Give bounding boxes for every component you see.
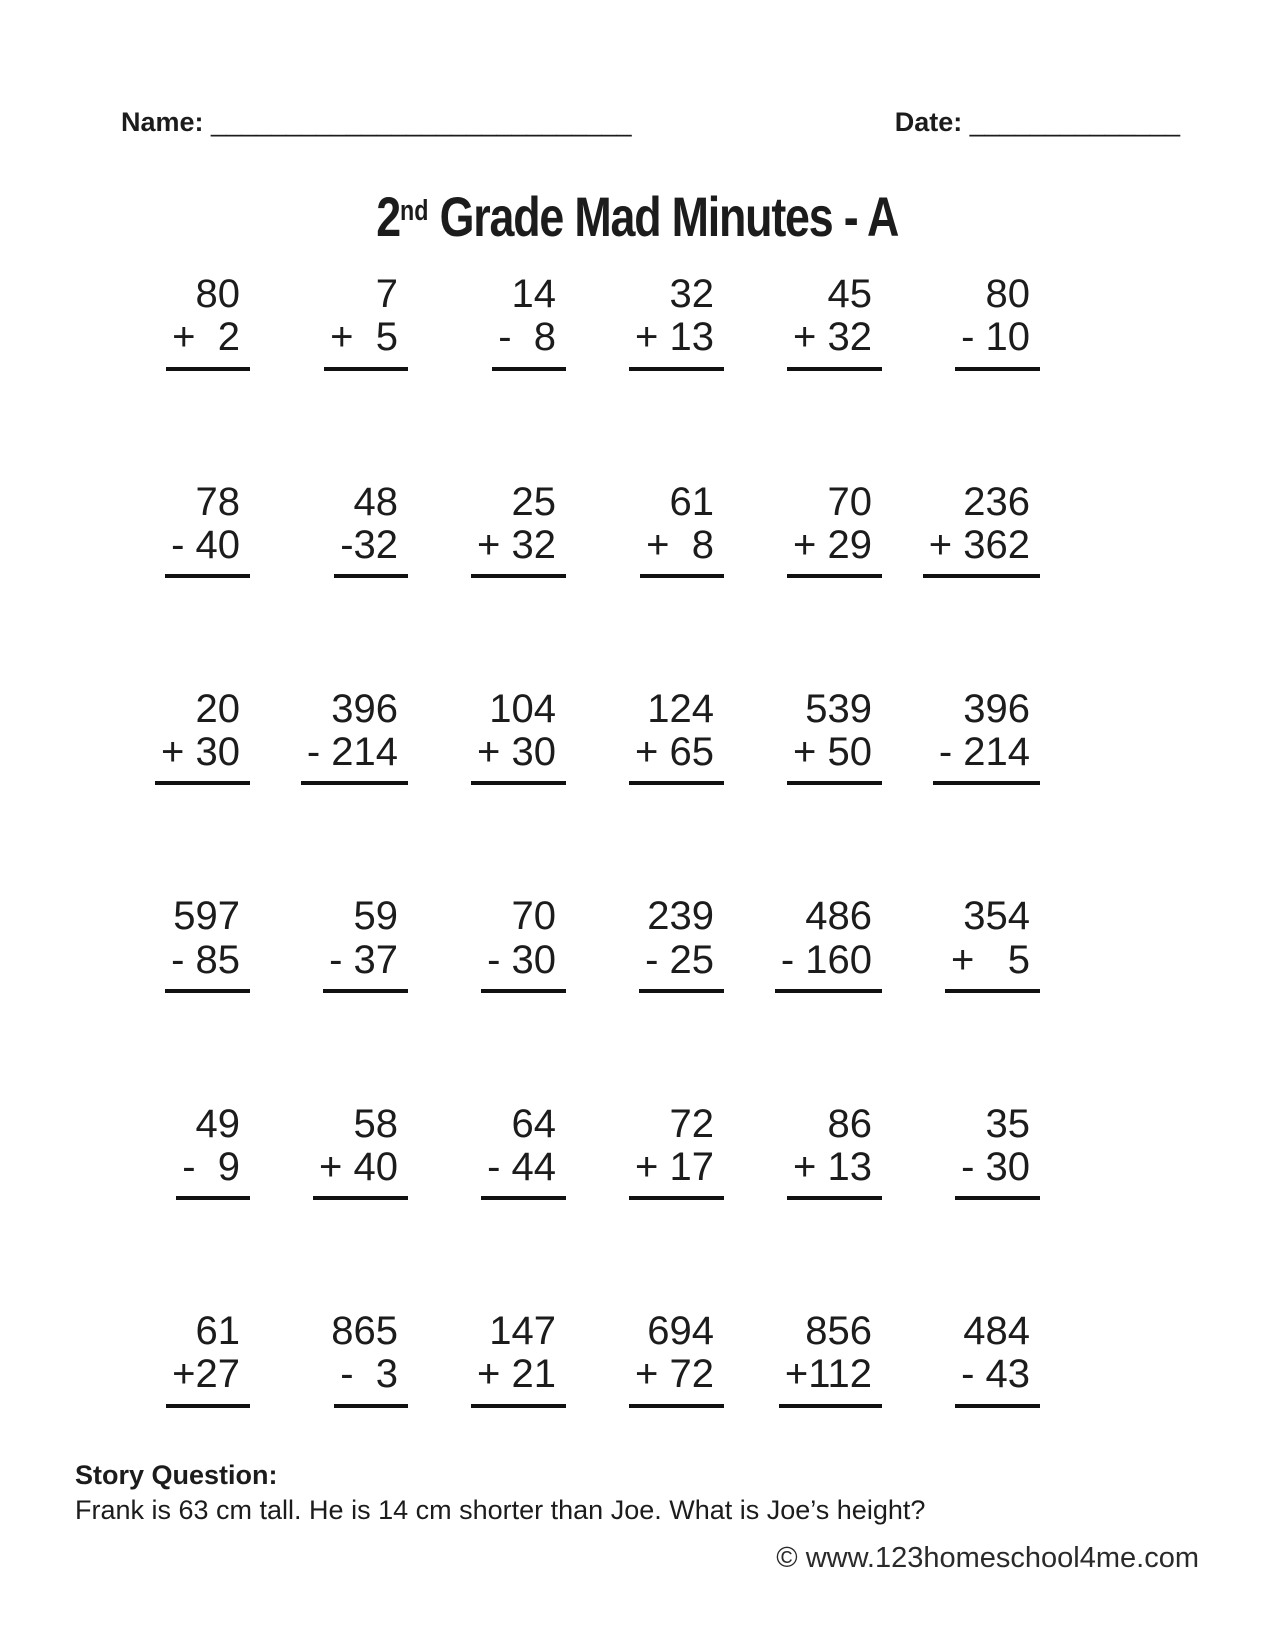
copyright-notice: © www.123homeschool4me.com [776,1542,1199,1574]
top-operand: 25 [511,479,556,524]
top-operand: 856 [805,1309,872,1354]
math-problem [779,1310,882,1407]
story-question-heading: Story Question: [75,1459,278,1490]
operator-operand: - 160 [775,939,882,993]
operator-operand: - 40 [165,524,250,578]
top-operand: 32 [669,272,714,317]
top-operand: 539 [805,687,872,732]
operator-operand: + 40 [313,1146,408,1200]
problems-grid [92,273,1275,1407]
top-operand: 484 [963,1309,1030,1354]
operator-operand: + 21 [471,1353,566,1407]
name-field [76,70,632,175]
top-operand: 7 [375,272,398,317]
math-problem [166,273,250,370]
math-problem [640,481,724,578]
top-operand: 694 [647,1309,714,1354]
operator-operand: + 30 [155,731,250,785]
math-problem [629,1310,724,1407]
top-operand: 865 [331,1309,398,1354]
top-operand: 61 [195,1309,240,1354]
operator-operand: + 72 [629,1353,724,1407]
math-problem [471,481,566,578]
operator-operand: + 32 [787,316,882,370]
operator-operand: +27 [166,1353,250,1407]
operator-operand: + 13 [787,1146,882,1200]
math-problem [165,481,250,578]
operator-operand: +112 [779,1353,882,1407]
math-problem [324,273,408,370]
operator-operand: - 9 [176,1146,250,1200]
math-problem [787,481,882,578]
operator-operand: + 29 [787,524,882,578]
operator-operand: + 17 [629,1146,724,1200]
math-problem [331,1310,408,1407]
top-operand: 70 [511,894,556,939]
top-operand: 45 [827,272,872,317]
operator-operand: + 32 [471,524,566,578]
math-problem [787,273,882,370]
math-problem [471,688,566,785]
top-operand: 78 [195,479,240,524]
math-problem [334,481,408,578]
math-problem [629,688,724,785]
math-problem [481,895,566,992]
math-problem [955,273,1040,370]
date-blank-line: ______________ [969,107,1180,138]
operator-operand: + 5 [324,316,408,370]
operator-operand: - 10 [955,316,1040,370]
top-operand: 104 [489,687,556,732]
operator-operand: - 37 [323,939,408,993]
operator-operand: - 25 [639,939,724,993]
math-problem [471,1310,566,1407]
math-problem [955,1310,1040,1407]
header [0,0,1275,175]
title-ordinal: nd [400,195,429,228]
story-question-text: Frank is 63 cm tall. He is 14 cm shorter than Joe. What is Joe’s height? [75,1495,926,1526]
math-problem [176,1103,250,1200]
top-operand: 86 [827,1101,872,1146]
operator-operand: + 30 [471,731,566,785]
math-problem [155,688,250,785]
top-operand: 396 [331,687,398,732]
operator-operand: + 8 [640,524,724,578]
math-problem [165,895,250,992]
math-problem [313,1103,408,1200]
date-label: Date: [894,107,970,138]
top-operand: 72 [669,1101,714,1146]
math-problem [787,688,882,785]
operator-operand: -32 [334,524,408,578]
operator-operand: + 2 [166,316,250,370]
top-operand: 35 [985,1101,1030,1146]
top-operand: 80 [985,272,1030,317]
name-label: Name: [121,107,212,138]
math-problem [166,1310,250,1407]
operator-operand: - 44 [481,1146,566,1200]
math-problem [933,688,1040,785]
math-problem [787,1103,882,1200]
math-problem [955,1103,1040,1200]
math-problem [323,895,408,992]
top-operand: 124 [647,687,714,732]
operator-operand: + 50 [787,731,882,785]
top-operand: 70 [827,479,872,524]
math-problem [481,1103,566,1200]
top-operand: 236 [963,479,1030,524]
top-operand: 59 [353,894,398,939]
top-operand: 58 [353,1101,398,1146]
math-problem [629,1103,724,1200]
top-operand: 486 [805,894,872,939]
top-operand: 147 [489,1309,556,1354]
top-operand: 396 [963,687,1030,732]
top-operand: 49 [195,1101,240,1146]
page-title-text [376,185,899,249]
top-operand: 14 [511,272,556,317]
top-operand: 239 [647,894,714,939]
title-number: 2 [376,185,401,249]
operator-operand: + 13 [629,316,724,370]
math-problem [945,895,1040,992]
math-problem [639,895,724,992]
operator-operand: + 5 [945,939,1040,993]
operator-operand: + 362 [923,524,1040,578]
top-operand: 48 [353,479,398,524]
date-field [850,70,1180,175]
operator-operand: - 8 [492,316,566,370]
top-operand: 597 [173,894,240,939]
story-question-section [75,1458,1185,1529]
top-operand: 80 [195,272,240,317]
operator-operand: + 65 [629,731,724,785]
title-rest: Grade Mad Minutes - A [428,185,899,249]
top-operand: 61 [669,479,714,524]
name-blank-line: ____________________________ [211,107,632,138]
operator-operand: - 85 [165,939,250,993]
math-problem [629,273,724,370]
page-title [0,185,1275,249]
top-operand: 354 [963,894,1030,939]
math-problem [492,273,566,370]
operator-operand: - 3 [334,1353,408,1407]
operator-operand: - 214 [301,731,408,785]
math-problem [923,481,1040,578]
operator-operand: - 214 [933,731,1040,785]
top-operand: 20 [195,687,240,732]
math-problem [301,688,408,785]
operator-operand: - 43 [955,1353,1040,1407]
top-operand: 64 [511,1101,556,1146]
math-problem [775,895,882,992]
operator-operand: - 30 [481,939,566,993]
operator-operand: - 30 [955,1146,1040,1200]
